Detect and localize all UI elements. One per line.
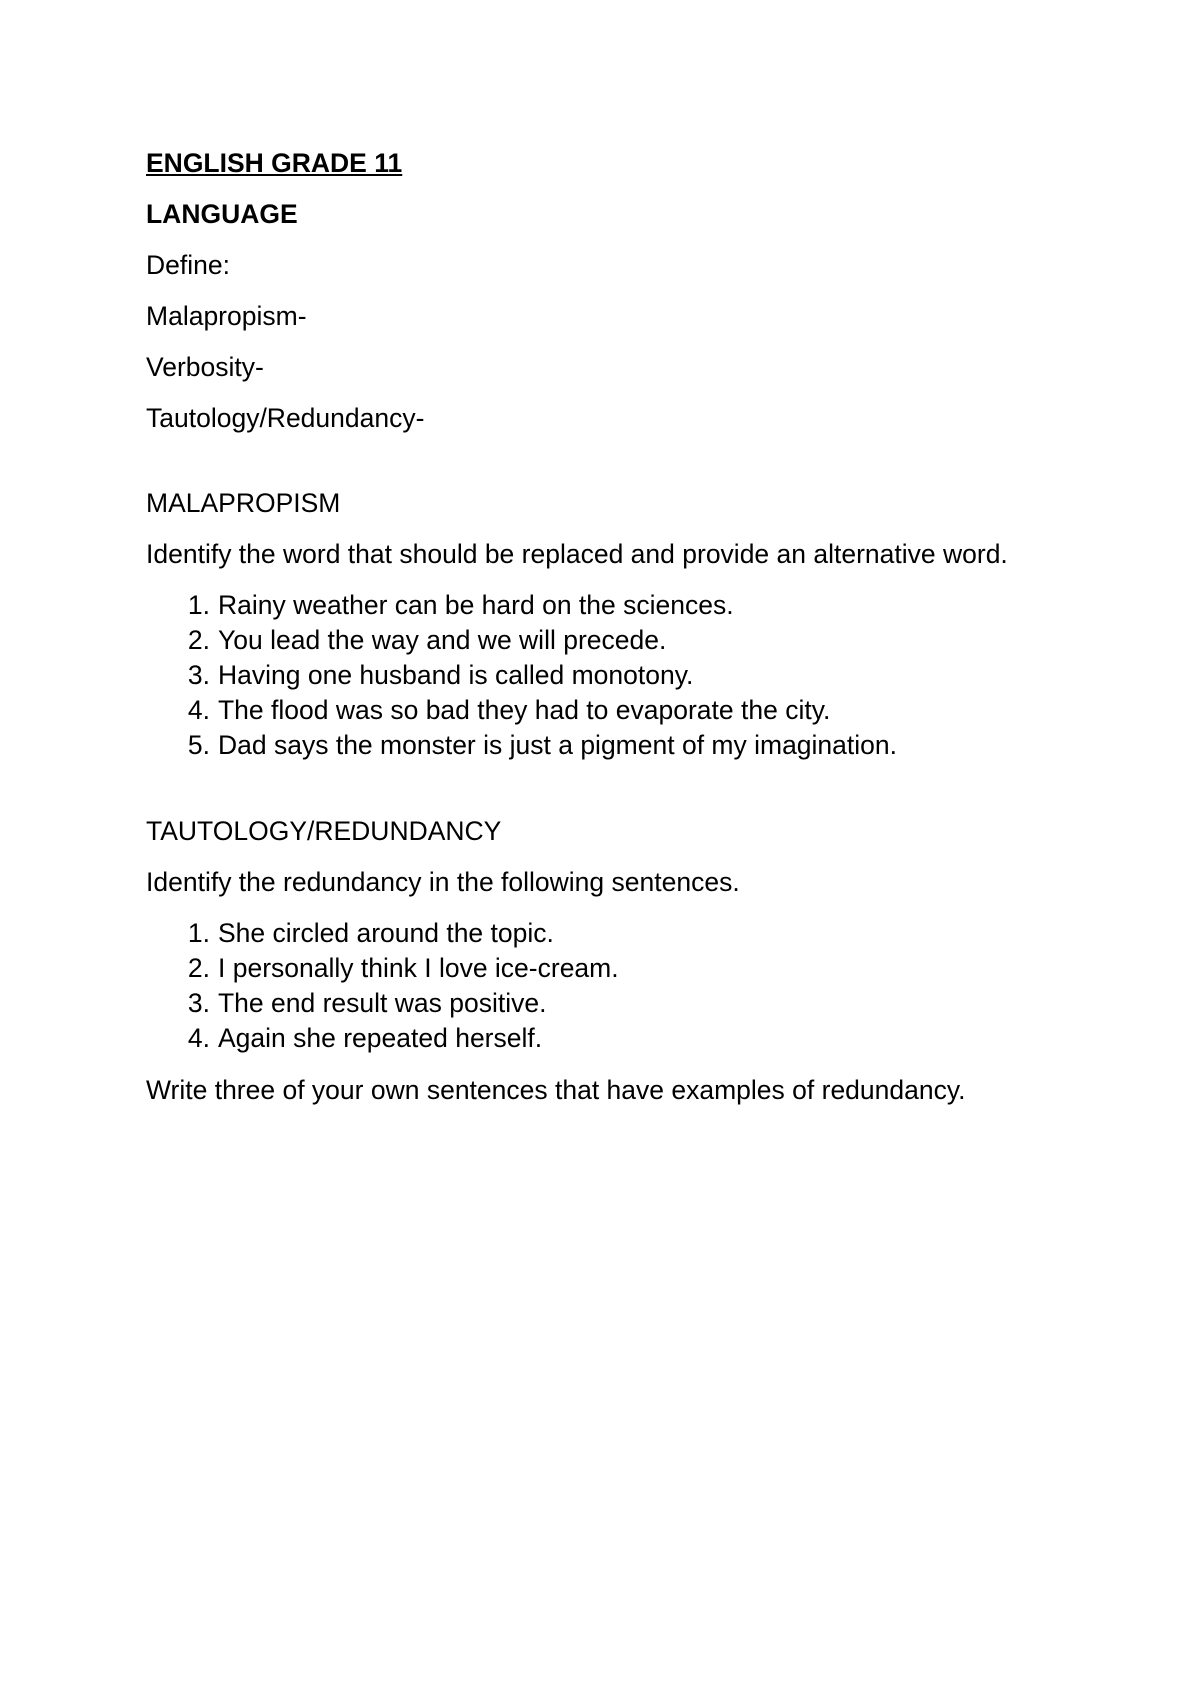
list-item-text: The end result was positive. <box>218 988 547 1018</box>
list-item-number: 4. <box>187 695 210 725</box>
define-term-tautology: Tautology/Redundancy- <box>146 403 425 433</box>
list-item-number: 2. <box>187 953 210 983</box>
list-item-number: 5. <box>187 730 210 760</box>
closing-task: Write three of your own sentences that have examples of redundancy. <box>146 1075 966 1105</box>
list-item <box>146 916 1046 951</box>
list-item <box>146 986 1046 1021</box>
list-item <box>146 623 1046 658</box>
list-item-text: Again she repeated herself. <box>218 1023 543 1053</box>
list-item-text: Rainy weather can be hard on the sciences. <box>218 590 734 620</box>
define-term-malapropism: Malapropism- <box>146 301 307 331</box>
list-item-number: 3. <box>187 660 210 690</box>
tautology-list <box>146 916 1046 1056</box>
list-item <box>146 951 1046 986</box>
define-label: Define: <box>146 250 230 280</box>
spacer <box>146 452 1046 486</box>
list-item <box>146 693 1046 728</box>
list-item-text: I personally think I love ice-cream. <box>218 953 619 983</box>
list-item-text: Dad says the monster is just a pigment of my imagination. <box>218 730 897 760</box>
list-item-text: She circled around the topic. <box>218 918 554 948</box>
section-heading-language: LANGUAGE <box>146 199 298 229</box>
list-item-text: Having one husband is called monotony. <box>218 660 694 690</box>
list-item-text: You lead the way and we will precede. <box>218 625 667 655</box>
section-heading-malapropism: MALAPROPISM <box>146 488 341 518</box>
list-item-number: 1. <box>187 918 210 948</box>
list-item-number: 4. <box>187 1023 210 1053</box>
list-item <box>146 1021 1046 1056</box>
list-item-number: 1. <box>187 590 210 620</box>
malapropism-list <box>146 588 1046 763</box>
document-title: ENGLISH GRADE 11 <box>146 148 403 178</box>
list-item-number: 3. <box>187 988 210 1018</box>
list-item <box>146 728 1046 763</box>
spacer <box>146 780 1046 814</box>
document-content <box>146 146 1046 1124</box>
malapropism-instruction: Identify the word that should be replaced and provide an alternative word. <box>146 539 1008 569</box>
list-item-text: The flood was so bad they had to evaporate the city. <box>218 695 831 725</box>
list-item <box>146 588 1046 623</box>
list-item <box>146 658 1046 693</box>
tautology-instruction: Identify the redundancy in the following sentences. <box>146 867 740 897</box>
section-heading-tautology: TAUTOLOGY/REDUNDANCY <box>146 816 502 846</box>
list-item-number: 2. <box>187 625 210 655</box>
define-term-verbosity: Verbosity- <box>146 352 264 382</box>
